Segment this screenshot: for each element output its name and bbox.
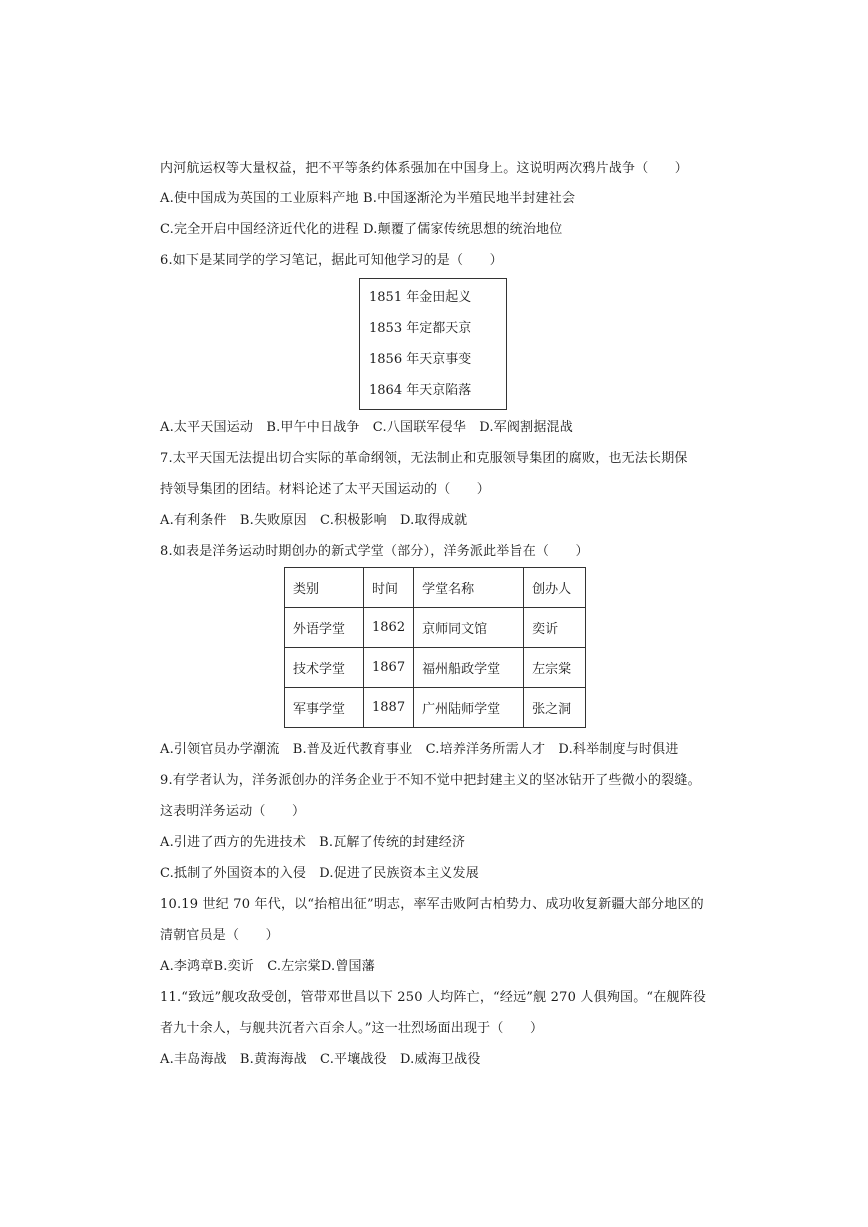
note-item: 1851 年金田起义 [369, 290, 472, 305]
note-item: 1864 年天京陷落 [369, 383, 472, 398]
table-cell: 左宗棠 [524, 648, 586, 688]
question-6-stem: 6.如下是某同学的学习笔记，据此可知他学习的是（ ） [160, 253, 503, 268]
table-cell: 军事学堂 [285, 688, 364, 728]
question-11-stem-line2: 者九十余人，与舰共沉者六百余人。”这一壮烈场面出现于（ ） [160, 1021, 544, 1036]
question-5-options-cd: C.完全开启中国经济近代化的进程 D.颠覆了儒家传统思想的统治地位 [160, 222, 563, 237]
table-cell: 1867 [364, 648, 414, 688]
question-6-options: A.太平天国运动 B.甲午中日战争 C.八国联军侵华 D.军阀割据混战 [160, 420, 573, 435]
table-row [285, 608, 586, 648]
table-cell: 奕䜣 [524, 608, 586, 648]
question-11-stem-line1: 11.“致远”舰攻敌受创，管带邓世昌以下 250 人均阵亡，“经远”舰 270 人俱殉国。“在舰阵役 [160, 990, 707, 1005]
table-header-cell: 创办人 [524, 568, 586, 608]
question-7-stem-line1: 7.太平天国无法提出切合实际的革命纲领，无法制止和克服领导集团的腐败，也无法长期保 [160, 451, 688, 466]
question-5-options-ab: A.使中国成为英国的工业原料产地 B.中国逐渐沦为半殖民地半封建社会 [160, 191, 576, 206]
note-item: 1856 年天京事变 [369, 352, 472, 367]
question-7-options: A.有利条件 B.失败原因 C.积极影响 D.取得成就 [160, 513, 468, 528]
table-cell: 1862 [364, 608, 414, 648]
table-cell: 技术学堂 [285, 648, 364, 688]
question-7-stem-line2: 持领导集团的团结。材料论述了太平天国运动的（ ） [160, 482, 491, 497]
table-cell: 福州船政学堂 [414, 648, 524, 688]
table-cell: 广州陆师学堂 [414, 688, 524, 728]
question-9-stem-line2: 这表明洋务运动（ ） [160, 804, 306, 819]
question-10-stem-line2: 清朝官员是（ ） [160, 928, 279, 943]
table-header-cell: 学堂名称 [414, 568, 524, 608]
question-8-stem: 8.如表是洋务运动时期创办的新式学堂（部分），洋务派此举旨在（ ） [160, 544, 589, 559]
table-header-cell: 时间 [364, 568, 414, 608]
table-cell: 京师同文馆 [414, 608, 524, 648]
schools-table [284, 567, 586, 728]
question-10-stem-line1: 10.19 世纪 70 年代，以“抬棺出征”明志，率军击败阿古柏势力、成功收复新疆大部分地区的 [160, 897, 704, 912]
table-header-cell: 类别 [285, 568, 364, 608]
question-8-options: A.引领官员办学潮流 B.普及近代教育事业 C.培养洋务所需人才 D.科举制度与时俱进 [160, 742, 679, 757]
table-row [285, 688, 586, 728]
question-9-stem-line1: 9.有学者认为，洋务派创办的洋务企业于不知不觉中把封建主义的坚冰钻开了些微小的裂缝。 [160, 773, 701, 788]
table-cell: 1887 [364, 688, 414, 728]
table-row [285, 648, 586, 688]
study-notes-box [359, 278, 507, 410]
table-cell: 外语学堂 [285, 608, 364, 648]
table-cell: 张之洞 [524, 688, 586, 728]
question-10-options: A.李鸿章B.奕䜣 C.左宗棠D.曾国藩 [160, 959, 375, 974]
question-9-options-cd: C.抵制了外国资本的入侵 D.促进了民族资本主义发展 [160, 866, 479, 881]
note-item: 1853 年定都天京 [369, 321, 472, 336]
question-5-stem-end: 内河航运权等大量权益，把不平等条约体系强加在中国身上。这说明两次鸦片战争（ ） [160, 161, 689, 176]
question-11-options: A.丰岛海战 B.黄海海战 C.平壤战役 D.威海卫战役 [160, 1052, 481, 1067]
table-header-row [285, 568, 586, 608]
question-9-options-ab: A.引进了西方的先进技术 B.瓦解了传统的封建经济 [160, 835, 466, 850]
